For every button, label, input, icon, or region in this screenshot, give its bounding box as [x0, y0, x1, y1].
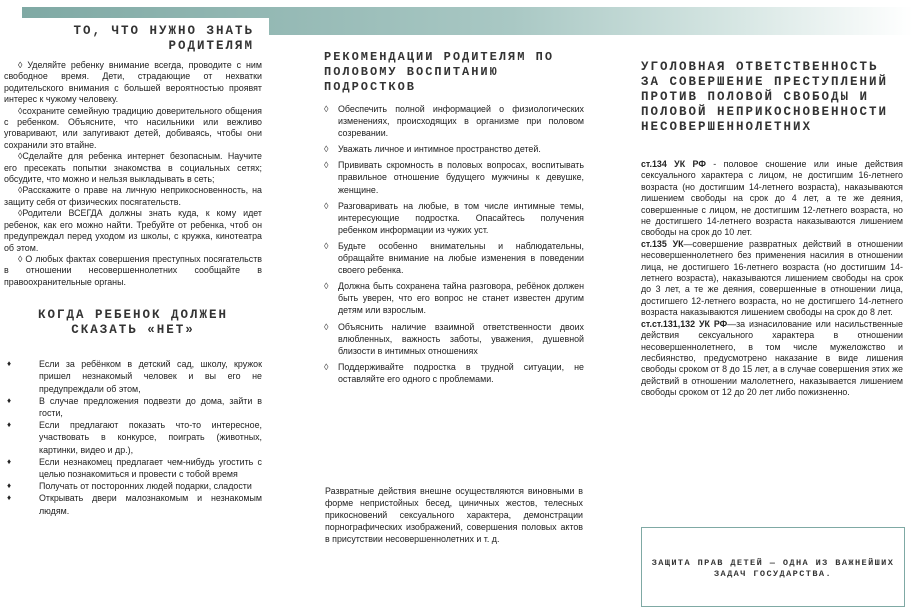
section-title-recommendations: РЕКОМЕНДАЦИИ РОДИТЕЛЯМ ПО ПОЛОВОМУ ВОСПИТАНИЮ ПОДРОСТКОВ: [324, 50, 555, 94]
diamond-outline-icon: ◊: [324, 160, 329, 171]
list-item: ◊ Уважать личное и интимное пространство детей.: [324, 144, 541, 155]
diamond-outline-icon: ◊: [324, 240, 329, 251]
diamond-bullet-icon: ♦: [7, 420, 12, 430]
list-item: ◊ Должна быть сохранена тайна разговора, ребёнок должен быть уверен, что его вопрос не станет известен другим детям или взрослым.: [324, 281, 584, 316]
diamond-outline-icon: ◊: [324, 361, 329, 372]
list-item: ◊ Прививать скромность в половых вопросах, воспитывать правильное отношение будущего мужчины к девушке, женщине.: [324, 160, 584, 195]
section-title-say-no: КОГДА РЕБЕНОК ДОЛЖЕН СКАЗАТЬ «НЕТ»: [37, 308, 229, 338]
diamond-outline-icon: ◊: [324, 321, 329, 332]
list-item: ◊ Разговаривать на любые, в том числе интимные темы, интересующие подростка. Опасайтесь получения ребенком информации из чужих уст.: [324, 200, 584, 235]
motto-text: ЗАЩИТА ПРАВ ДЕТЕЙ — ОДНА ИЗ ВАЖНЕЙШИХ ЗАДАЧ ГОСУДАРСТВА.: [651, 558, 895, 579]
list-item: ♦ Если незнакомец предлагает чем-нибудь угостить с целью познакомиться и провести с тобой время: [7, 456, 262, 479]
recommendations-list: [316, 103, 584, 385]
list-item: ◊ Будьте особенно внимательны и наблюдательны, обращайте внимание на любые изменения в поведении своего ребенка.: [324, 240, 584, 276]
law-articles: [641, 159, 903, 399]
list-item: ◊ Объяснить наличие взаимной ответственности двоих влюбленных, важность заботы, уважения, душевной близости в интимных отношениях: [324, 321, 584, 356]
list-item: ♦ В случае предложения подвезти до дома, зайти в гости,: [7, 395, 262, 418]
motto-box: [641, 527, 905, 607]
advice-paragraph: ◊сохраните семейную традицию доверительного общения с ребенком. Объясните, что насильники или вежливо уговаривают, или запугивают детей, добиваясь, чтобы они сохранили это втайне.: [4, 105, 262, 150]
list-item: ◊ Обеспечить полной информацией о физиологических изменениях, происходящих в организме при половом созревании.: [324, 104, 584, 139]
article-number: ст.ст.131,132 УК РФ: [641, 318, 728, 329]
diamond-outline-icon: ◊: [324, 104, 329, 114]
diamond-bullet-icon: ♦: [7, 481, 12, 491]
list-item: ♦ Если за ребёнком в детский сад, школу, кружок пришел незнакомый человек и вы его не предупреждали об этом,: [7, 359, 262, 394]
diamond-outline-icon: ◊: [324, 144, 329, 155]
say-no-list: [4, 358, 262, 517]
list-item: ◊ Поддерживайте подростка в трудной ситуации, не оставляйте его одного с проблемами.: [324, 361, 584, 384]
article-number: ст.135 УК: [641, 238, 684, 249]
advice-paragraph: ◊ О любых фактах совершения преступных посягательств в отношении несовершеннолетних сообщайте в правоохранительные органы.: [4, 253, 262, 287]
column-recommendations: [316, 50, 584, 389]
advice-paragraph: ◊Сделайте для ребенка интернет безопасным. Научите его пресекать попытки знакомства в социальных сетях; обсудите, что можно и нельзя выкладывать в сеть;: [4, 151, 262, 185]
diamond-outline-icon: ◊: [324, 200, 329, 211]
article-number: ст.134 УК РФ: [641, 159, 706, 169]
list-item: ♦ Открывать двери малознакомым и незнакомым людям.: [7, 493, 262, 516]
diamond-bullet-icon: ♦: [7, 395, 12, 405]
section-title-parents: ТО, ЧТО НУЖНО ЗНАТЬ РОДИТЕЛЯМ: [73, 24, 254, 53]
column-parents: [4, 20, 262, 517]
column-criminal-liability: [641, 60, 903, 399]
law-article: ст.134 УК РФ - половое сношение или иные действия сексуального характера с лицом, не достигшим 16-летнего возраста (но достигшим 14-летнего возраста), наказываются лишением свободы на срок до 4 лет, а те же деяния, совершенные с лицом, не достигшим 12-летнего возраста, но не достигшего 14-летнего возраста наказываются лишением свободы на срок до 10 лет.: [641, 159, 903, 238]
advice-paragraph: ◊ Уделяйте ребенку внимание всегда, проводите с ним свободное время. Дети, страдающие от нехватки родительского внимания с большей вероятностью проявят интерес к чужому человеку.: [4, 60, 262, 105]
section-title-criminal-liability: УГОЛОВНАЯ ОТВЕТСТВЕННОСТЬ ЗА СОВЕРШЕНИЕ ПРЕСТУПЛЕНИЙ ПРОТИВ ПОЛОВОЙ СВОБОДЫ И ПОЛОВОЙ НЕПРИКОСНОВЕННОСТИ НЕСОВЕРШЕННОЛЕТНИХ: [641, 60, 889, 134]
diamond-bullet-icon: ♦: [7, 456, 12, 466]
diamond-bullet-icon: ♦: [7, 493, 12, 503]
parents-advice-list: [4, 60, 262, 288]
law-article: ст.135 УК—совершение развратных действий в отношении несовершеннолетнего без применения насилия в отношении лица, не достигшего 16-летнего возраста (но достигшим 14-летнего возраста), наказываются лишением свободы на срок до 3 лет, а те же деяния, совершенные в отношении лица, достигшего 12-летнего возраста, но не достигшего 14-летнего возраста наказываются лишением свободы на срок до 8 лет.: [641, 238, 903, 318]
diamond-outline-icon: ◊: [324, 281, 329, 292]
list-item: ♦ Получать от посторонних людей подарки, сладости: [7, 481, 252, 492]
diamond-bullet-icon: ♦: [7, 359, 12, 369]
advice-paragraph: ◊Родители ВСЕГДА должны знать куда, к кому идет ребенок, как его можно найти. Требуйте от ребенка, чтоб он предупреждал перед уходом из школы, с кружка, кинотеатра об этом.: [4, 208, 262, 253]
list-item: ♦ Если предлагают показать что-то интересное, участвовать в конкурсе, поиграть (животных, картинки, видео и др.),: [7, 420, 262, 455]
depravity-description: Развратные действия внешне осуществляются виновными в форме непристойных бесед, циничных жестов, телесных прикосновений сексуального характера, демонстрации порнографических изображений, совершения половых актов в присутствии несовершеннолетних и т. д.: [325, 486, 583, 544]
law-article: ст.ст.131,132 УК РФ—за изнасилование или насильственные действия сексуального характера в отношении несовершеннолетнего, в том числе мужеложство и лесбиянство, предусмотрено наказание в виде лишения свободы сроком от 8 до 15 лет, а в случае совершения этих же действий в отношении малолетнего, наказывается лишением свободы сроком от 12 до 20 лет либо пожизненно.: [641, 318, 903, 398]
advice-paragraph: ◊Расскажите о праве на личную неприкосновенность, на защиту себя от физических посягательств.: [4, 185, 262, 207]
